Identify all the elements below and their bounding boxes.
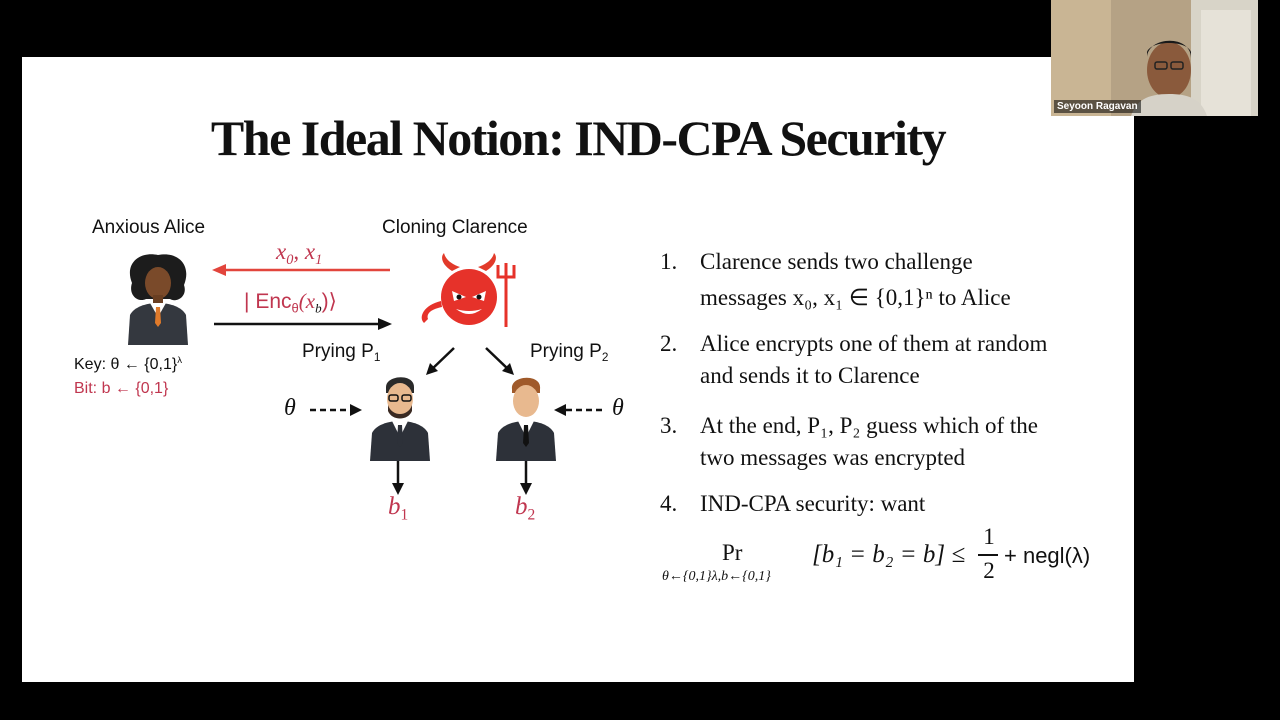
theta-arrow-right [552,403,608,417]
prying-p2-label: Prying $P_2$ [530,341,609,365]
bit-line: Bit: b ← {0,1} [74,380,169,397]
formula-pr: Pr [722,540,743,565]
formula-body: [b₁ = b₂ = b] ≤ [812,541,966,568]
arrow-to-b1 [391,461,405,495]
alice-person-icon [126,253,190,345]
b1-output: $b_1$ [388,493,409,524]
formula-tail: + negl(λ) [1004,543,1091,568]
theta-right: θ [612,395,624,421]
formula-subscript: θ←{0,1}λ,b←{0,1} [662,569,771,584]
key-line: Key: θ ← $\{0,1\}^\lambda$ [74,355,182,373]
webcam-tile[interactable] [1051,0,1258,116]
formula-denominator: 2 [983,558,995,583]
challenge-messages-label: $x_0$, $x_1$ [276,239,323,268]
clarence-label: Cloning Clarence [382,217,528,238]
devil-icon [414,253,524,329]
b2-output: $b_2$ [515,493,536,524]
formula-numerator: 1 [983,524,995,549]
alice-label: Anxious Alice [92,217,206,238]
arrow-to-clarence [212,317,394,331]
prying-p1-label: Prying $P_1$ [302,341,381,365]
prying-p2-person-icon [494,371,558,461]
prying-p1-person-icon [368,371,432,461]
webcam-video [1051,0,1258,116]
participant-name: Seyoon Ragavan [1054,100,1141,113]
encrypted-message-label: | $Enc_\theta(x_b)⟩$ [244,289,337,316]
slide-title: The Ideal Notion: IND-CPA Security [210,110,946,166]
theta-left: θ [284,395,296,421]
arrow-to-b2 [519,461,533,495]
fraction-bar [978,554,998,556]
arrow-to-alice [210,263,392,277]
theta-arrow-left [308,403,364,417]
slide: The Ideal Notion: IND-CPA Security Anxious Alice Key: θ ← $\{0,1\}^\lambda$ Bit: b ← {0,1} $x_0$, $x_1$ | $Enc_\theta(x_b)⟩$ Cloning Clarence Prying $P_1$ Prying $P_2$ θ θ $b_1$ $b_2$ 1. Clarence sends two challenge messages x₀, x₁ ∈ {0,1}ⁿ to Alice 2. Alice encrypts one of them at random and sends it to Clarence 3. At the end, P₁, P₂ guess which of the two messages was encrypted 4. IND-CPA security: want Pr θ←{0,1}λ,b←{0,1} [b₁ = b₂ = b] ≤ 1 2 + negl(λ) [22,57,1134,682]
